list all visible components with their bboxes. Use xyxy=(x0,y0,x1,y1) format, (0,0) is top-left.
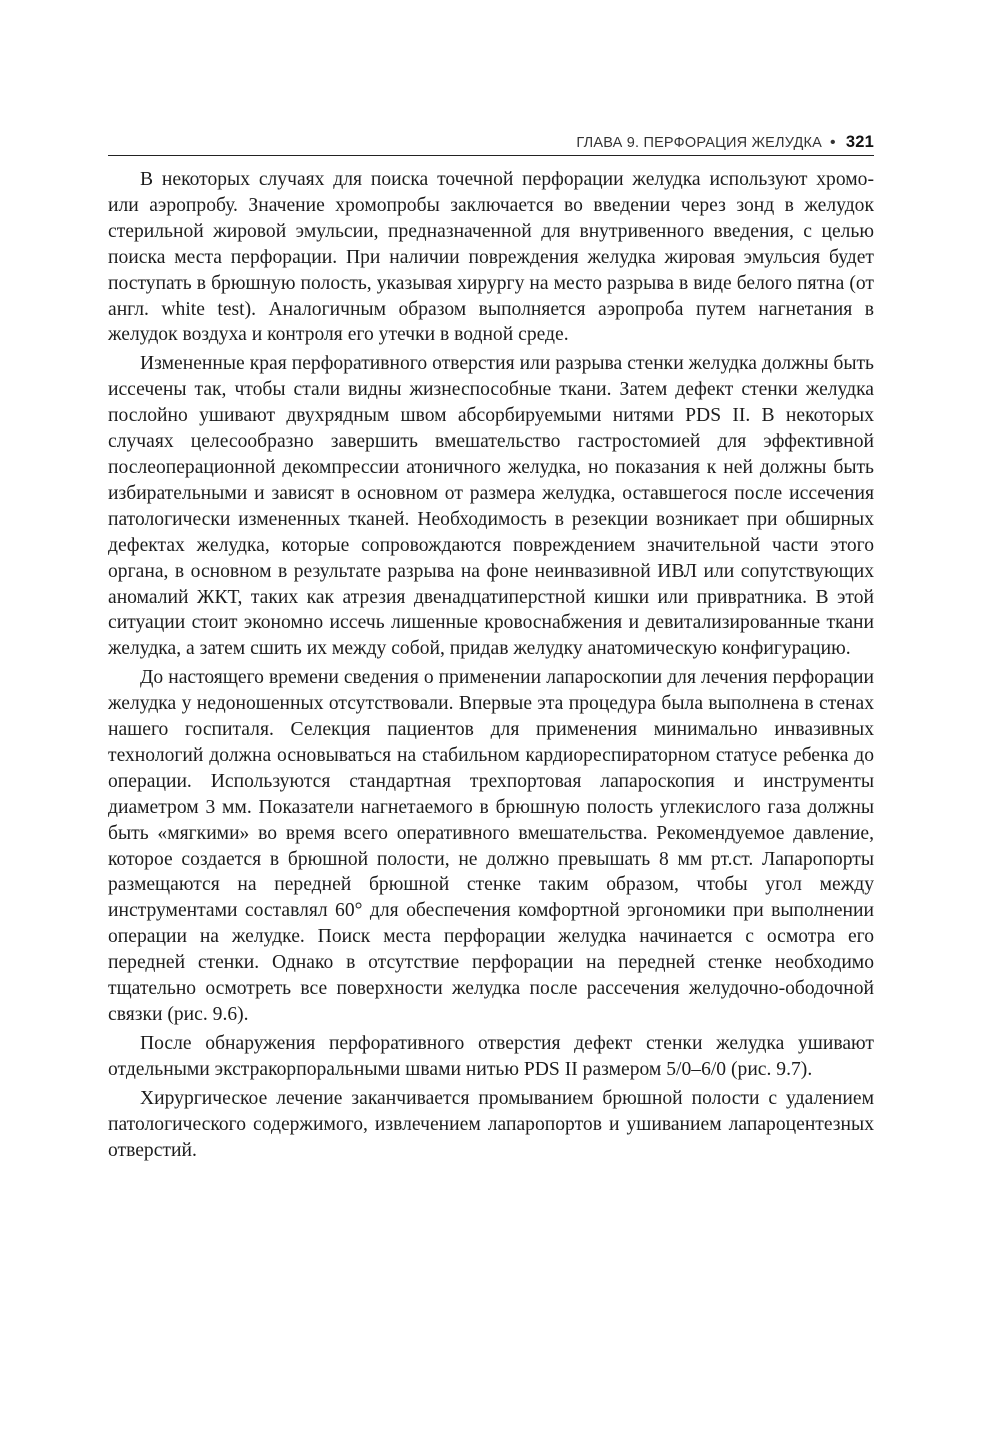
paragraph-suturing: После обнаружения перфоративного отверстия дефект стенки желудка ушивают отдельными экстракорпоральными швами нитью PDS II размером 5/0–6/0 (рис. 9.7). xyxy=(108,1032,874,1080)
chapter-title: ГЛАВА 9. ПЕРФОРАЦИЯ ЖЕЛУДКА xyxy=(576,134,823,151)
paragraph-laparoscopy: До настоящего времени сведения о применении лапароскопии для лечения перфорации желудка у недоношенных отсутствовали. Впервые эта процедура была выполнена в стенах нашего госпиталя. Селекция пациентов для применения минимально инвазивных технологий должна основываться на стабильном кардиореспираторном статусе ребенка до операции. Используются стандартная трехпортовая лапароскопия и инструменты диаметром 3 мм. Показатели нагнетаемого в брюшную полость углекислого газа должны быть «мягкими» во время всего оперативного вмешательства. Рекомендуемое давление, которое создается в брюшной полости, не должно превышать 8 мм рт.ст. Лапаропорты размещаются на передней брюшной стенке таким образом, чтобы угол между инструментами составлял 60° для обеспечения комфортной эргономики при выполнении операции на желудке. Поиск места перфорации желудка начинается с осмотра его передней стенки. Однако в отсутствие перфорации на передней стенке необходимо тщательно осмотреть все поверхности желудка после рассечения желудочно-ободочной связки (рис. 9.6). xyxy=(108,667,874,1025)
running-header xyxy=(108,130,874,156)
page-number: 321 xyxy=(845,133,874,151)
paragraph-chromo-aero-test: В некоторых случаях для поиска точечной перфорации желудка используют хромо- или аэропробу. Значение хромопробы заключается во введении через зонд в желудок стерильной жировой эмульсии, предназначенной для внутривенного введения, с целью поиска места перфорации. При наличии повреждения желудка жировая эмульсия будет поступать в брюшную полость, указывая хирургу на место разрыва в виде белого пятна (от англ. white test). Аналогичным образом выполняется аэропроба путем нагнетания в желудок воздуха и контроля его утечки в водной среде. xyxy=(108,169,874,346)
body-text xyxy=(108,167,874,1166)
paragraph-defect-excision: Измененные края перфоративного отверстия или разрыва стенки желудка должны быть иссечены так, чтобы стали видны жизнеспособные ткани. Затем дефект стенки желудка послойно ушивают двухрядным швом абсорбируемыми нитями PDS II. В некоторых случаях целесообразно завершить вмешательство гастростомией для эффективной послеоперационной декомпрессии атоничного желудка, но показания к ней должны быть избирательными и зависят в основном от размера желудка, оставшегося после иссечения патологически измененных тканей. Необходимость в резекции возникает при обширных дефектах желудка, которые сопровождаются повреждением значительной части этого органа, в основном в результате разрыва на фоне неинвазивной ИВЛ или сопутствующих аномалий ЖКТ, таких как атрезия двенадцатиперстной кишки или привратника. В этой ситуации стоит экономно иссечь лишенные кровоснабжения и девитализированные ткани желудка, а затем сшить их между собой, придав желудку анатомическую конфигурацию. xyxy=(108,353,874,660)
paragraph-completion: Хирургическое лечение заканчивается промыванием брюшной полости с удалением патологического содержимого, извлечением лапаропортов и ушиванием лапароцентезных отверстий. xyxy=(108,1087,874,1161)
bullet-separator: • xyxy=(830,133,836,151)
